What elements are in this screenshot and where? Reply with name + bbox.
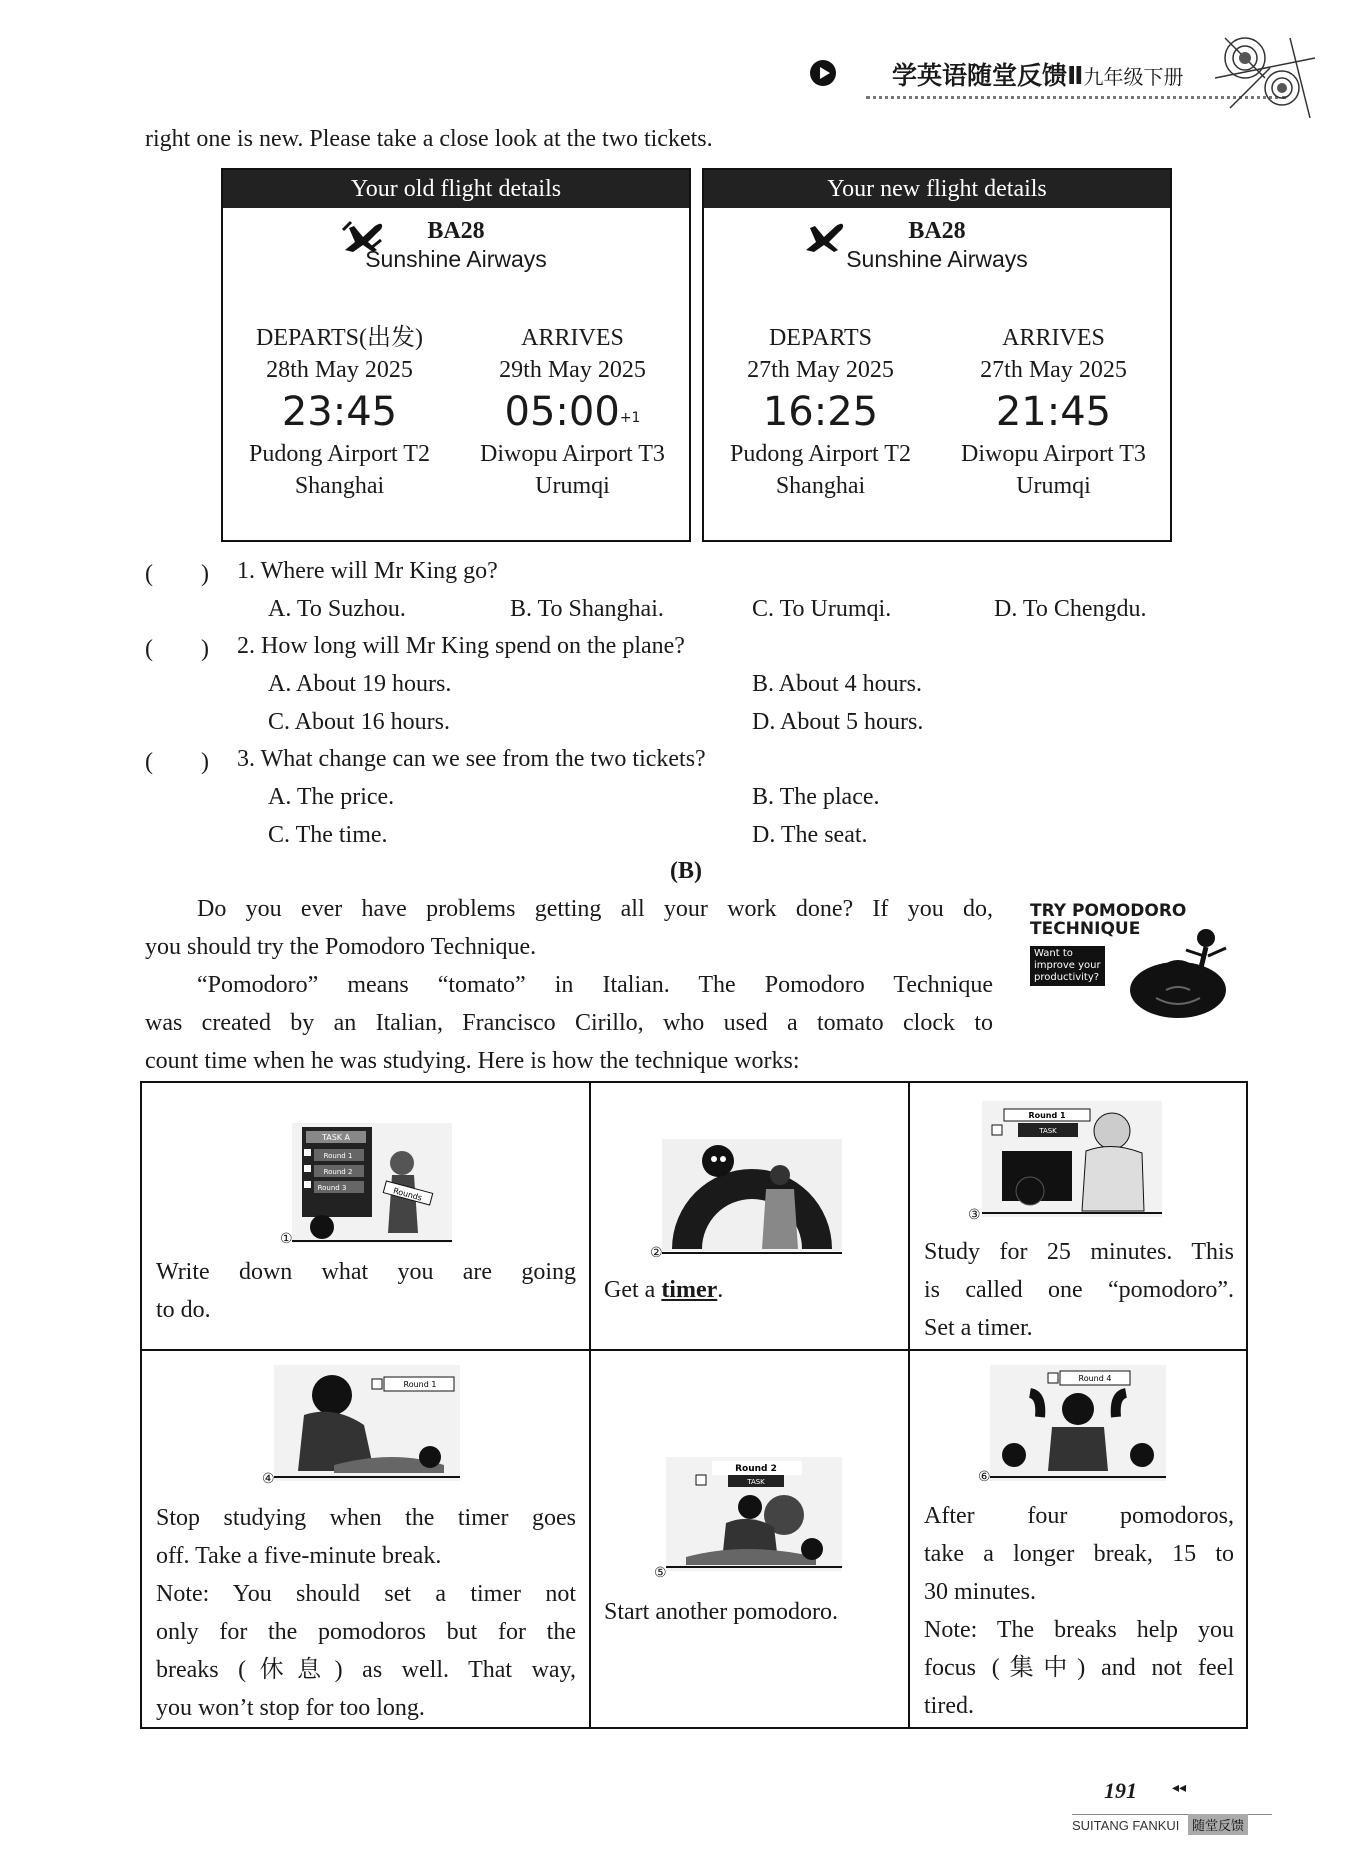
step-6-line-2: take a longer break, 15 to xyxy=(924,1541,1234,1567)
flight-number: BA28 xyxy=(908,218,966,244)
step-6-line-6: tired. xyxy=(924,1693,974,1719)
badge-caption: Want to improve your productivity? xyxy=(1030,946,1105,986)
arrives-label: ARRIVES xyxy=(521,325,624,351)
step-3-line-1: Study for 25 minutes. This xyxy=(924,1239,1234,1265)
ticket-heading: Your new flight details xyxy=(704,170,1170,208)
step-4-line-2: off. Take a five-minute break. xyxy=(156,1543,442,1569)
step-4-line-5: breaks (休息) as well. That way, xyxy=(156,1657,576,1683)
arrival-column xyxy=(456,322,689,502)
step-1-line-2: to do. xyxy=(156,1297,211,1323)
arrival-time: 21:45 xyxy=(995,389,1112,435)
departure-city: Shanghai xyxy=(775,473,866,499)
header-subtitle: 九年级下册 xyxy=(1083,65,1184,89)
round-2-label: Round 2 xyxy=(323,1168,353,1176)
airline-name: Sunshine Airways xyxy=(365,246,547,272)
departure-date: 28th May 2025 xyxy=(266,357,413,383)
question-text: 3. What change can we see from the two tickets? xyxy=(237,746,706,772)
departure-column xyxy=(704,322,937,502)
departure-city: Shanghai xyxy=(294,473,385,499)
option-c[interactable]: C. The time. xyxy=(268,822,388,848)
rounds-label: Rounds xyxy=(392,1186,424,1203)
footer-brand-cn: 随堂反馈 xyxy=(1188,1814,1248,1835)
departure-time: 16:25 xyxy=(762,389,879,435)
section-b-heading: (B) xyxy=(670,858,702,884)
task-a-label: TASK A xyxy=(321,1133,351,1142)
task-list-illustration xyxy=(292,1123,452,1243)
arrival-time-wrap xyxy=(456,386,689,438)
departure-airport: Pudong Airport T2 xyxy=(730,441,911,467)
round-3-label: Round 3 xyxy=(317,1184,347,1192)
departure-time: 23:45 xyxy=(281,389,398,435)
arrival-airport: Diwopu Airport T3 xyxy=(961,441,1146,467)
step-number: ③ xyxy=(968,1208,981,1223)
round-2-label: Round 2 xyxy=(735,1464,777,1474)
departure-airport: Pudong Airport T2 xyxy=(249,441,430,467)
new-ticket xyxy=(702,168,1172,542)
passage-line-4: was created by an Italian, Francisco Cirillo, who used a tomato clock to xyxy=(145,1010,993,1036)
option-d[interactable]: D. About 5 hours. xyxy=(752,709,924,735)
task-label: TASK xyxy=(1039,1127,1057,1135)
passage-line-2: you should try the Pomodoro Technique. xyxy=(145,934,537,960)
question-text: 1. Where will Mr King go? xyxy=(237,558,498,584)
badge-title: TRY POMODORO TECHNIQUE xyxy=(1030,901,1187,939)
arrival-column xyxy=(937,322,1170,502)
old-ticket xyxy=(221,168,691,542)
round-1-label: Round 1 xyxy=(323,1152,353,1160)
arrival-city: Urumqi xyxy=(535,473,610,499)
tomato-timer-illustration xyxy=(1126,920,1236,1020)
step-4-line-1: Stop studying when the timer goes xyxy=(156,1505,576,1531)
double-arrow-icon: ◂◂ xyxy=(1172,1780,1187,1796)
step-4-line-4: only for the pomodoros but for the xyxy=(156,1619,576,1645)
airline-name: Sunshine Airways xyxy=(846,246,1028,272)
ticket-heading: Your old flight details xyxy=(223,170,689,208)
task-label: TASK xyxy=(747,1478,765,1486)
step-6-line-1: After four pomodoros, xyxy=(924,1503,1234,1529)
step-3-line-2: is called one “pomodoro”. xyxy=(924,1277,1234,1303)
round-1-label: Round 1 xyxy=(403,1380,437,1389)
option-a[interactable]: A. To Suzhou. xyxy=(268,596,406,622)
question-text: 2. How long will Mr King spend on the plane? xyxy=(237,633,685,659)
page-number: 191 xyxy=(1104,1778,1137,1803)
timer-illustration xyxy=(662,1139,842,1255)
sunflower-decoration xyxy=(1210,18,1320,128)
arrival-date: 27th May 2025 xyxy=(980,357,1127,383)
timer-word: timer xyxy=(661,1277,718,1303)
arrives-label: ARRIVES xyxy=(1002,325,1105,351)
study-illustration xyxy=(982,1101,1162,1217)
round-4-label: Round 4 xyxy=(1078,1374,1112,1383)
step-number: ④ xyxy=(262,1472,275,1487)
intro-line: right one is new. Please take a close look at the two tickets. xyxy=(145,126,713,152)
departs-label: DEPARTS(出发) xyxy=(255,325,424,351)
step-2-text: Get a timer. xyxy=(604,1277,724,1303)
flight-number: BA28 xyxy=(427,218,485,244)
step-3-line-3: Set a timer. xyxy=(924,1315,1033,1341)
arrival-airport: Diwopu Airport T3 xyxy=(480,441,665,467)
footer-brand-en: SUITANG FANKUI xyxy=(1072,1818,1180,1833)
round-1-label: Round 1 xyxy=(1028,1111,1066,1120)
another-pomodoro-illustration xyxy=(666,1457,842,1571)
step-6-line-5: focus (集中) and not feel xyxy=(924,1655,1234,1681)
option-d[interactable]: D. The seat. xyxy=(752,822,868,848)
passage-line-3: “Pomodoro” means “tomato” in Italian. The Pomodoro Technique xyxy=(197,972,993,998)
step-1-line-1: Write down what you are going xyxy=(156,1259,576,1285)
option-b[interactable]: B. The place. xyxy=(752,784,880,810)
option-a[interactable]: A. About 19 hours. xyxy=(268,671,452,697)
option-c[interactable]: C. About 16 hours. xyxy=(268,709,451,735)
step-6-line-3: 30 minutes. xyxy=(924,1579,1036,1605)
step-number: ⑥ xyxy=(978,1470,991,1485)
step-4-line-6: you won’t stop for too long. xyxy=(156,1695,425,1721)
arrival-date: 29th May 2025 xyxy=(499,357,646,383)
answer-bracket[interactable]: ( ) xyxy=(145,561,209,587)
departure-column xyxy=(223,322,456,502)
passage-line-1: Do you ever have problems getting all your work done? If you do, xyxy=(197,896,993,922)
answer-bracket[interactable]: ( ) xyxy=(145,749,209,775)
departure-date: 27th May 2025 xyxy=(747,357,894,383)
option-b[interactable]: B. To Shanghai. xyxy=(510,596,664,622)
pomodoro-badge xyxy=(1030,902,1240,1022)
arrival-time: 05:00 xyxy=(504,389,620,435)
option-c[interactable]: C. To Urumqi. xyxy=(752,596,892,622)
next-day-mark: +1 xyxy=(619,410,641,426)
passage-line-5: count time when he was studying. Here is how the technique works: xyxy=(145,1048,800,1074)
page-header xyxy=(810,52,1210,100)
option-b[interactable]: B. About 4 hours. xyxy=(752,671,923,697)
step-number: ② xyxy=(650,1246,663,1261)
answer-bracket[interactable]: ( ) xyxy=(145,636,209,662)
steps-table xyxy=(140,1081,1248,1729)
step-5-line-1: Start another pomodoro. xyxy=(604,1599,838,1625)
play-icon xyxy=(810,60,836,86)
step-4-line-3: Note: You should set a timer not xyxy=(156,1581,576,1607)
break-illustration xyxy=(274,1365,460,1481)
header-title: 学英语随堂反馈Ⅱ九年级下册 xyxy=(892,61,1184,90)
arrival-city: Urumqi xyxy=(1016,473,1091,499)
step-number: ① xyxy=(280,1232,293,1247)
step-number: ⑤ xyxy=(654,1566,667,1581)
departs-label: DEPARTS xyxy=(768,325,873,351)
longer-break-illustration xyxy=(990,1365,1166,1481)
option-a[interactable]: A. The price. xyxy=(268,784,395,810)
option-d[interactable]: D. To Chengdu. xyxy=(994,596,1147,622)
step-6-line-4: Note: The breaks help you xyxy=(924,1617,1234,1643)
